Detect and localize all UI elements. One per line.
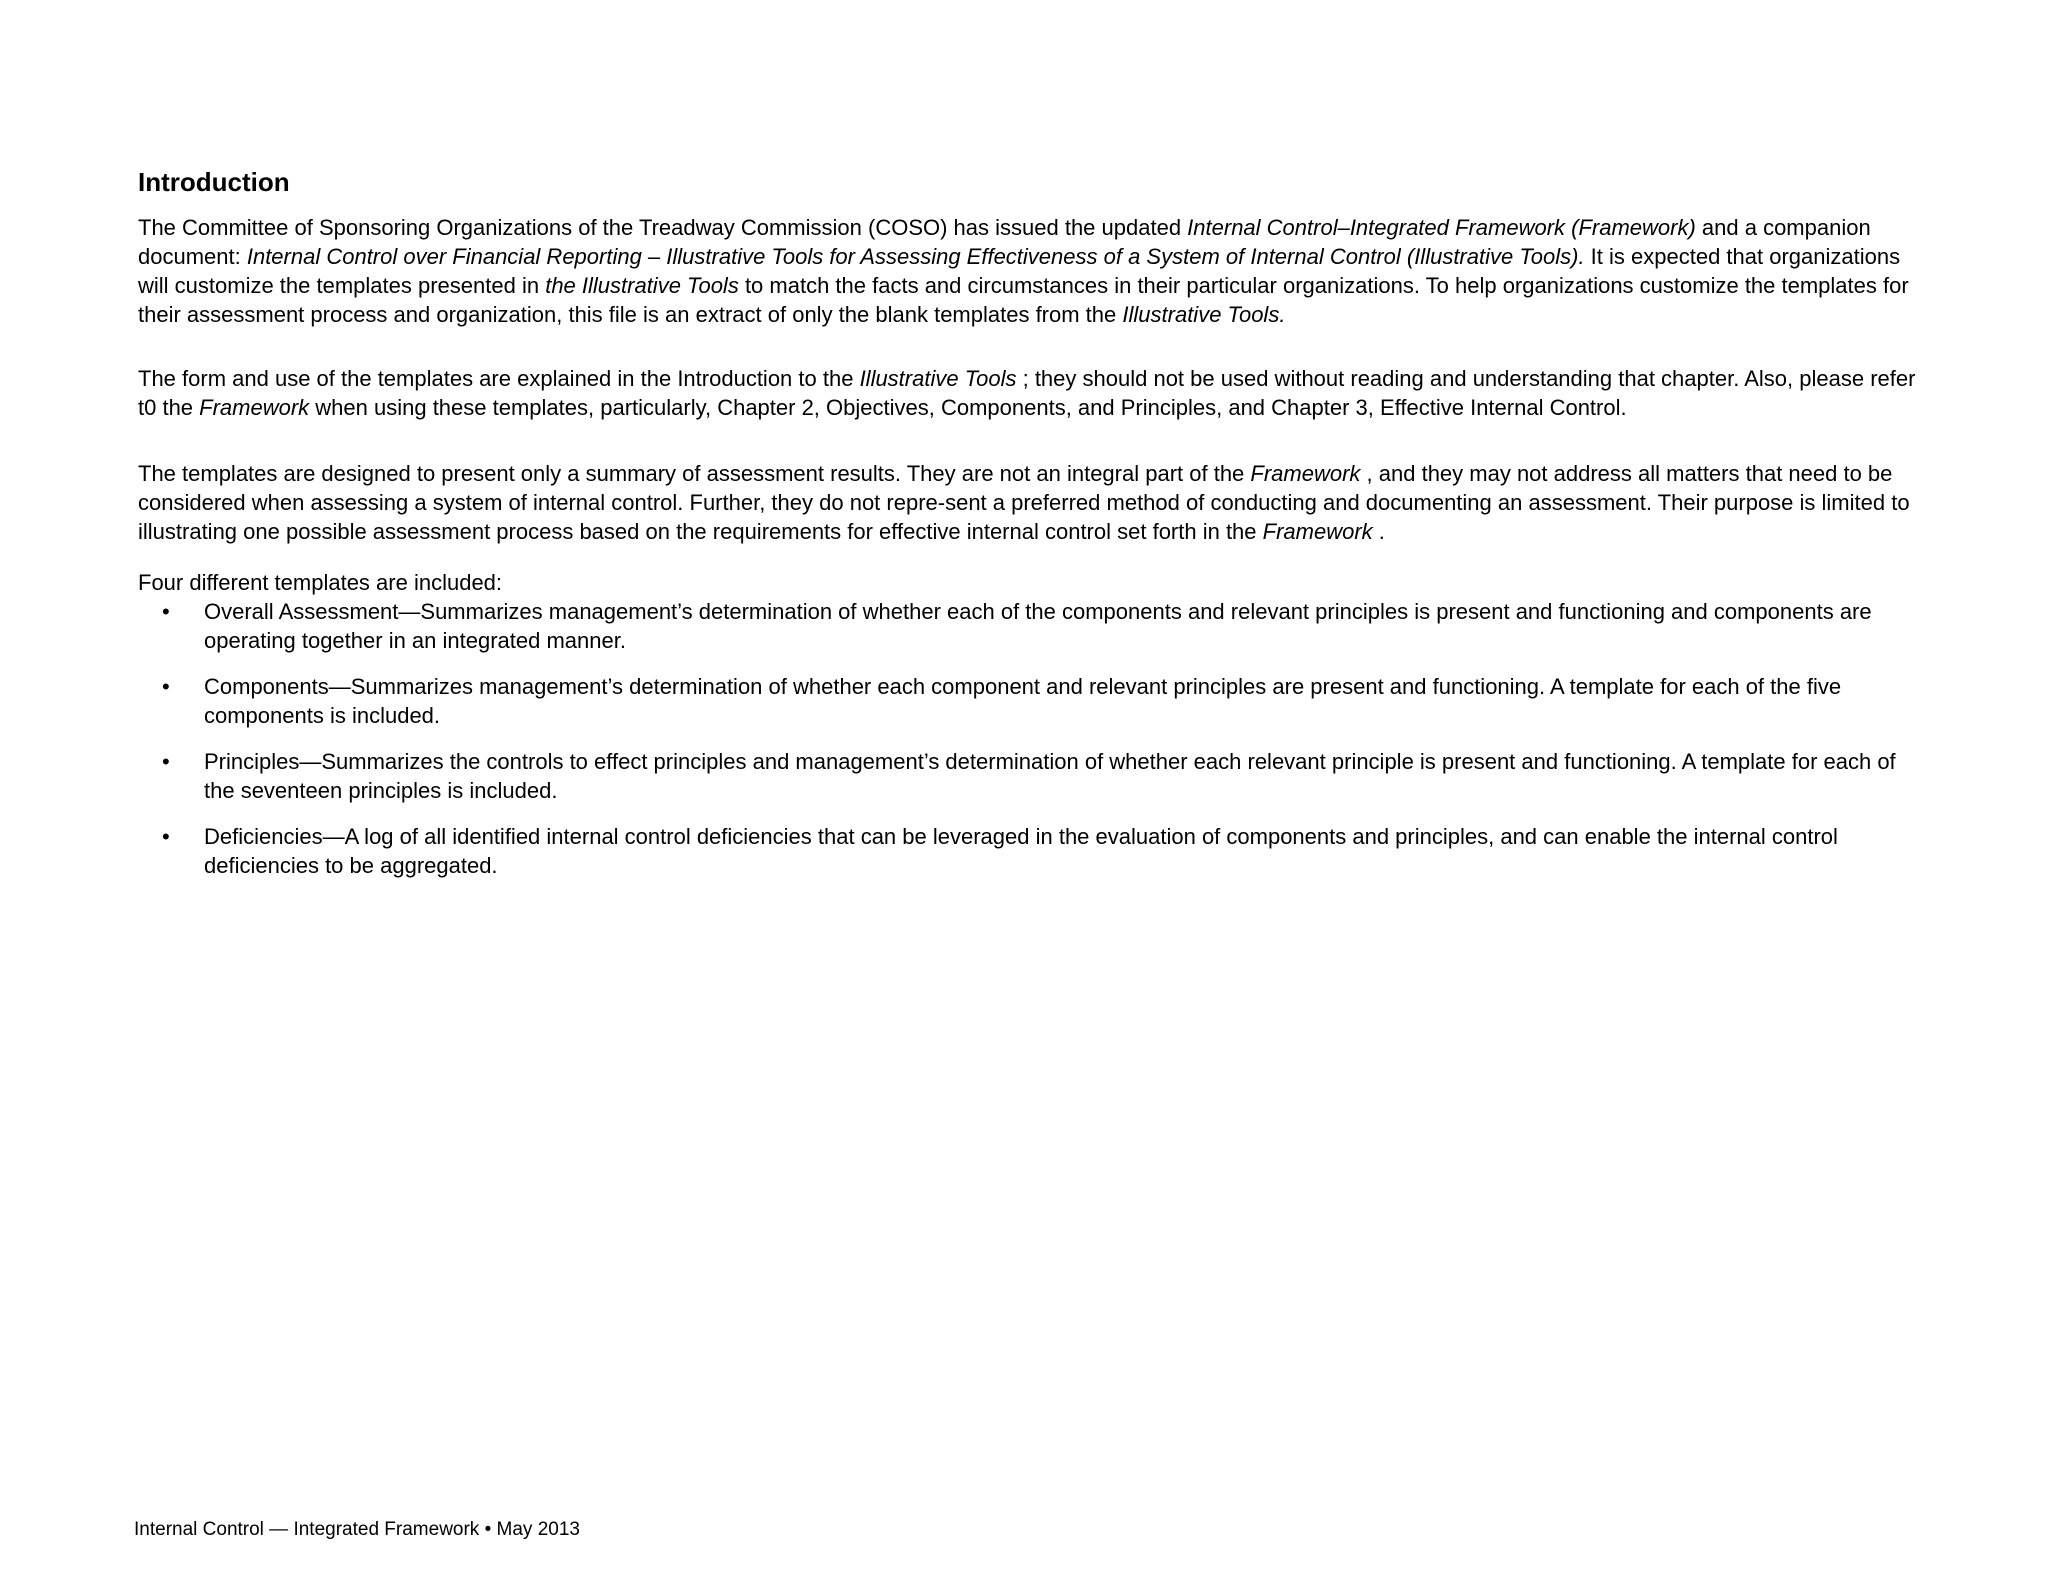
italic-run: Illustrative Tools xyxy=(859,366,1017,391)
list-item-text: Principles—Summarizes the controls to effect principles and management’s determination of whether each relevant principle is present and functioning. A template for each of the seventeen principles is included. xyxy=(204,749,1896,803)
intro-paragraph-1 xyxy=(138,213,1918,329)
text-run: . xyxy=(1372,519,1385,544)
text-run: The templates are designed to present only a summary of assessment results. They are not an integral part of the xyxy=(138,461,1251,486)
bullet-icon: • xyxy=(162,824,170,849)
templates-list xyxy=(138,597,1918,880)
page-title: Introduction xyxy=(138,167,290,197)
italic-run: the Illustrative Tools xyxy=(545,273,739,298)
page-footer: Internal Control — Integrated Framework • May 2013 xyxy=(134,1519,580,1540)
list-item xyxy=(138,672,1918,730)
italic-run: Illustrative Tools. xyxy=(1122,302,1286,327)
italic-run: Internal Control over Financial Reporting – Illustrative Tools for Assessing Effectiveness of a System of Internal Control (Illustrative Tools). xyxy=(246,244,1585,269)
list-item-text: Components—Summarizes management’s determination of whether each component and relevant principles are present and functioning. A template for each of the five components is included. xyxy=(204,674,1842,728)
italic-run: Internal Control–Integrated Framework (Framework) xyxy=(1187,215,1696,240)
intro-paragraph-3 xyxy=(138,459,1918,546)
list-item xyxy=(138,822,1918,880)
list-item-text: Overall Assessment—Summarizes management’s determination of whether each of the components and relevant principles is present and functioning and components are operating together in an integrated manner. xyxy=(204,599,1872,653)
list-item-text: Deficiencies—A log of all identified internal control deficiencies that can be leveraged in the evaluation of components and principles, and can enable the internal control deficiencies to be aggregated. xyxy=(204,824,1838,878)
list-item xyxy=(138,747,1918,805)
intro-paragraph-2 xyxy=(138,364,1918,422)
bullet-icon: • xyxy=(162,749,170,774)
italic-run: Framework xyxy=(199,395,310,420)
text-run: to match the facts and circumstances in their particular organizations. To help organizations customize the templates for their assessment process and organization, this file is an extract of only the blank templates from the xyxy=(138,273,1909,327)
list-item xyxy=(138,597,1918,655)
text-run: The form and use of the templates are explained in the Introduction to the xyxy=(138,366,860,391)
text-run: The Committee of Sponsoring Organizations of the Treadway Commission (COSO) has issued the updated xyxy=(138,215,1188,240)
italic-run: Framework xyxy=(1262,519,1373,544)
text-run: ; they should not be used without reading and understanding that chapter. Also, please refer t0 the xyxy=(138,366,1916,420)
document-body xyxy=(138,165,1918,897)
text-run: when using these templates, particularly, Chapter 2, Objectives, Components, and Principles, and Chapter 3, Effective Internal Control. xyxy=(309,395,1627,420)
italic-run: Framework xyxy=(1250,461,1361,486)
list-intro: Four different templates are included: xyxy=(138,570,503,595)
text-run: and a companion document: xyxy=(138,215,1871,269)
bullet-icon: • xyxy=(162,674,170,699)
bullet-icon: • xyxy=(162,599,170,624)
text-run: It is expected that organizations will customize the templates presented in xyxy=(138,244,1901,298)
text-run: , and they may not address all matters that need to be considered when assessing a system of internal control. Further, they do not repre-sent a preferred method of conducting and documenting an assessment. Their purpose is limited to illustrating one possible assessment process based on the requirements for effective internal control set forth in the xyxy=(138,461,1910,544)
